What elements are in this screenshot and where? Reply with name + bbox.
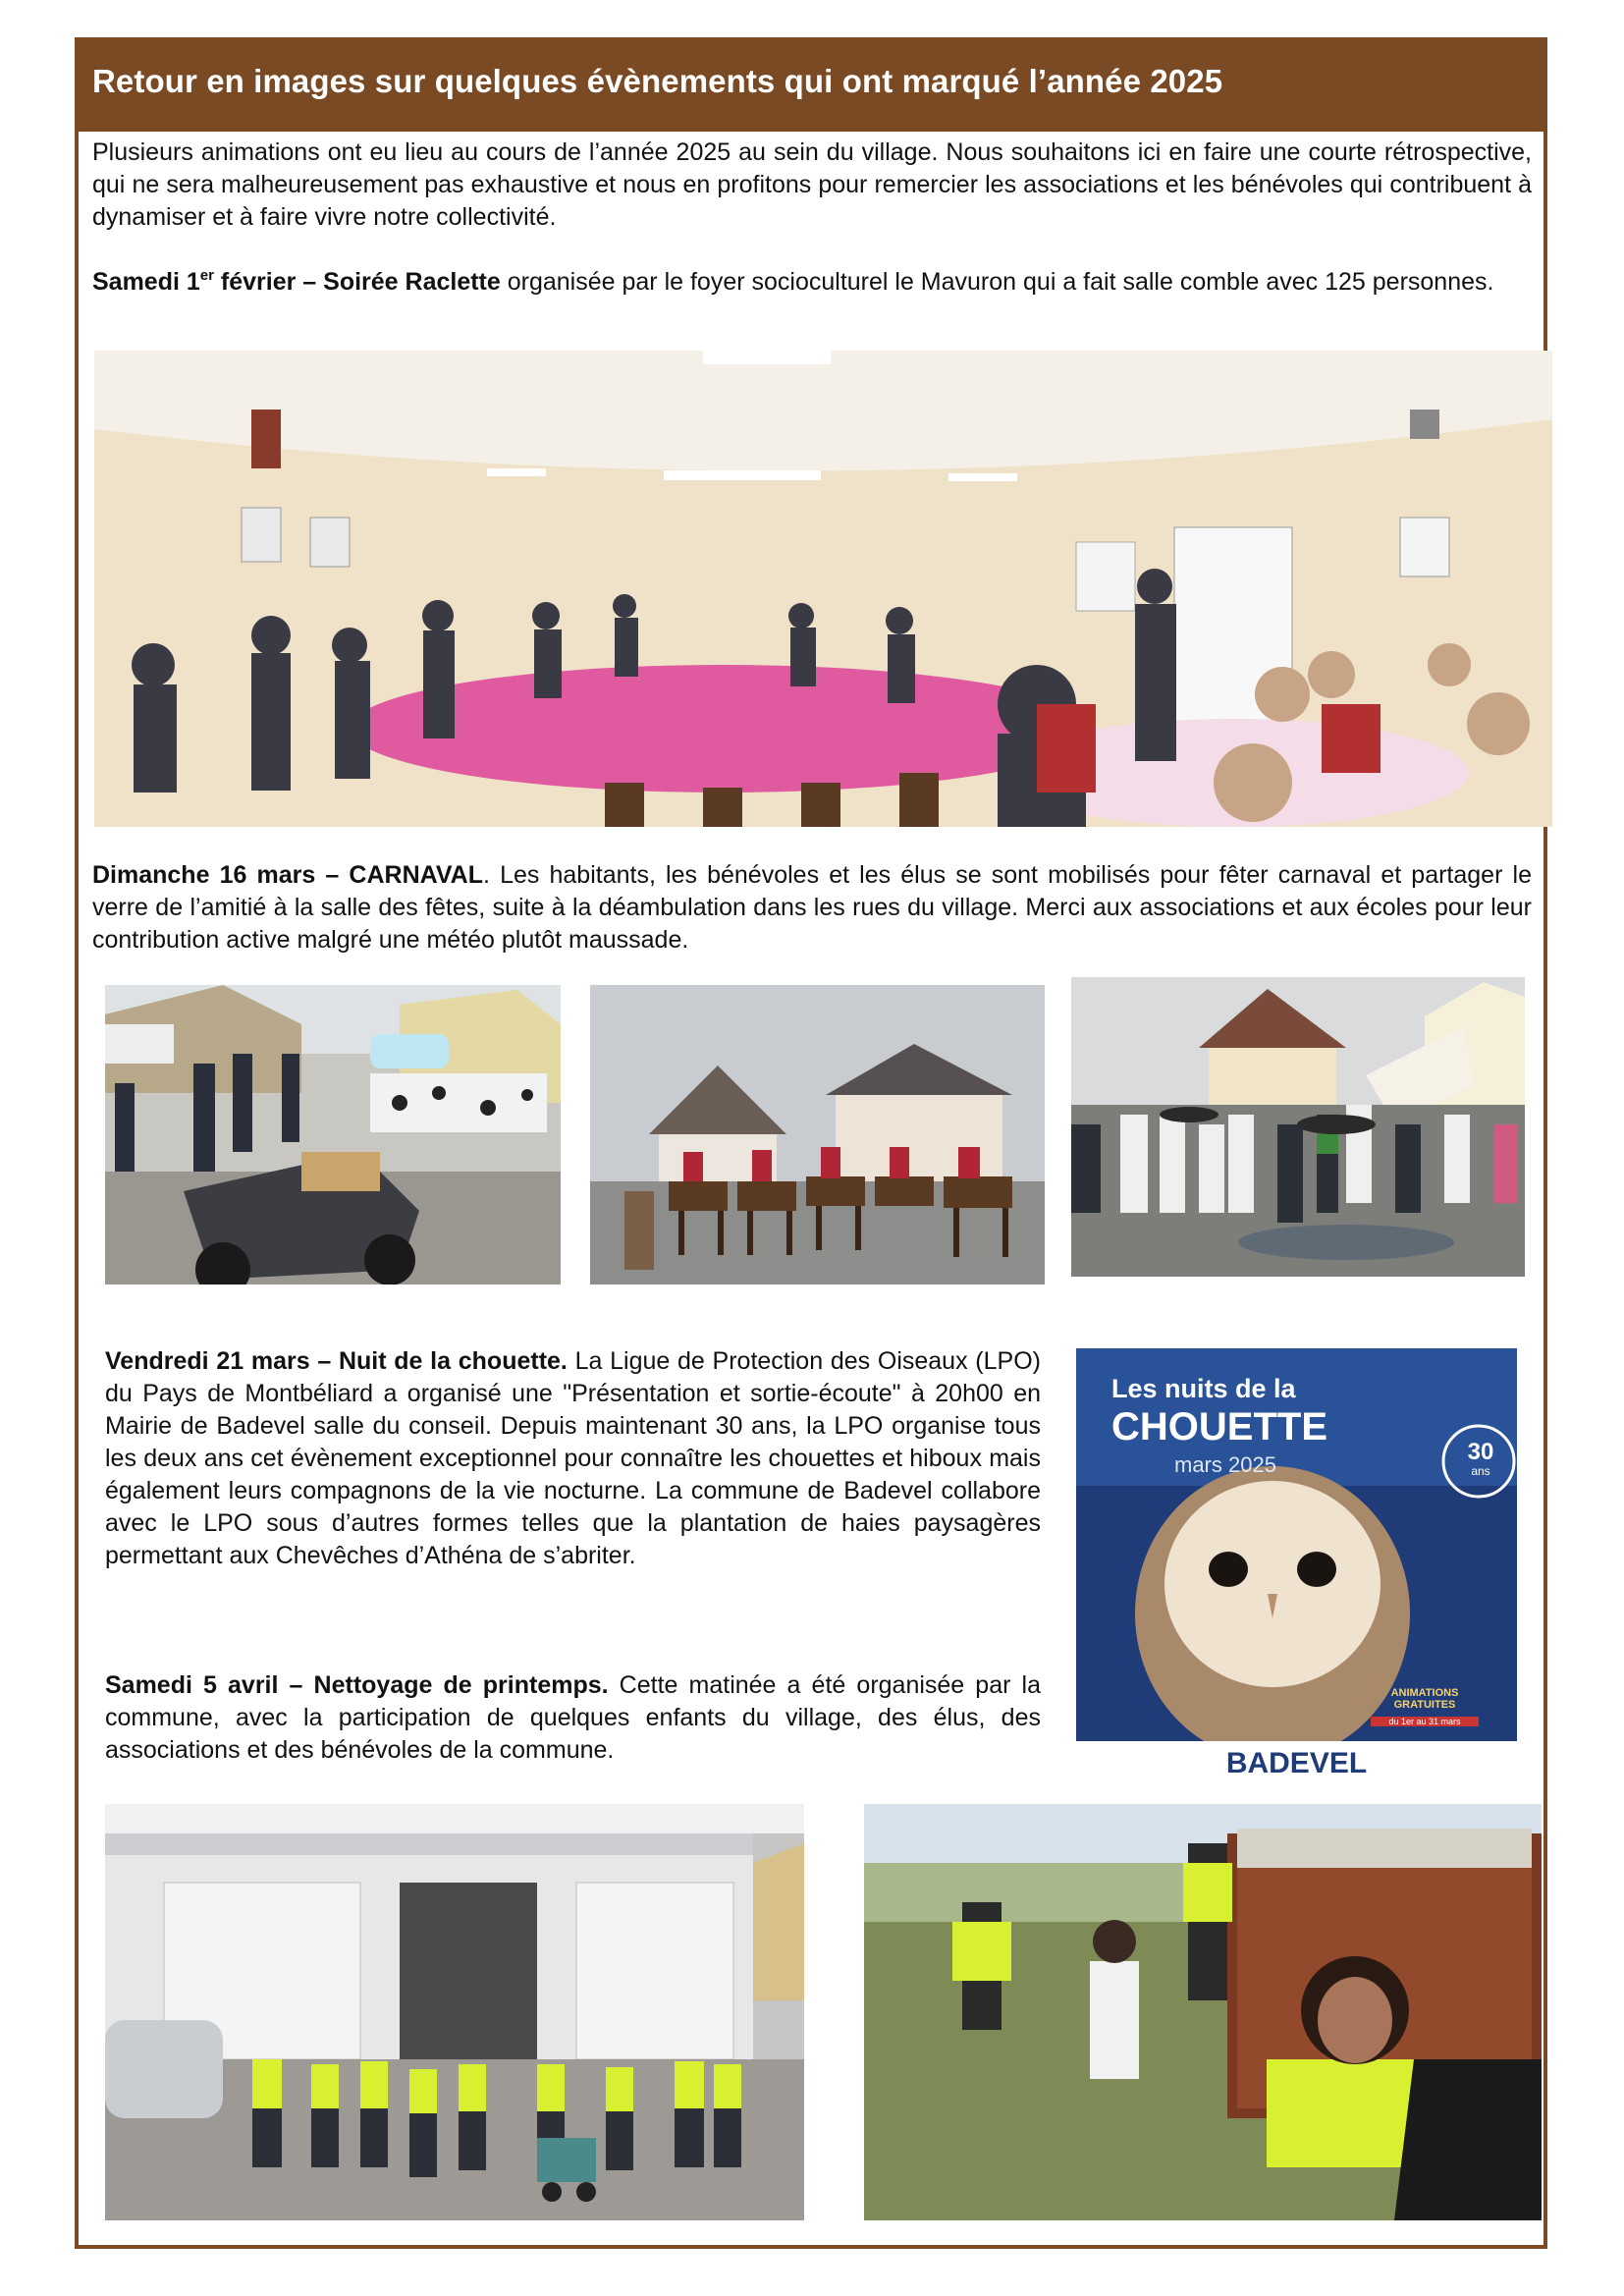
nettoyage-paragraph [105, 1669, 1041, 1767]
poster-badge-unit: ans [1471, 1464, 1490, 1478]
poster-line1: Les nuits de la [1111, 1374, 1296, 1403]
chouette-title: Vendredi 21 mars – Nuit de la chouette. [105, 1347, 568, 1375]
photo-nettoyage-groupe [105, 1804, 804, 2220]
photo-carnaval-chevaux [590, 985, 1045, 1285]
chouette-paragraph [105, 1345, 1041, 1572]
raclette-paragraph [92, 266, 1532, 299]
page-header [75, 37, 1547, 132]
poster-town: BADEVEL [1225, 1747, 1368, 1779]
page-title: Retour en images sur quelques évènements qui ont marqué l’année 2025 [92, 63, 1223, 99]
nettoyage-title: Samedi 5 avril – Nettoyage de printemps. [105, 1671, 609, 1699]
photo-carnaval-tracteur [105, 985, 561, 1285]
photo-soiree-raclette [94, 351, 1552, 827]
raclette-title: Samedi 1er février – Soirée Raclette [92, 267, 501, 296]
intro-paragraph: Plusieurs animations ont eu lieu au cours de l’année 2025 au sein du village. Nous souhaitons ici en faire une courte rétrospective, qui ne sera malheureusement pas exhaustive et nous en profitons pour remercier les associations et les bénévoles qui contribuent à dynamiser et à faire vivre notre collectivité. [92, 138, 1532, 231]
carnaval-title: Dimanche 16 mars – CARNAVAL [92, 861, 483, 889]
poster-badge-number: 30 [1467, 1439, 1494, 1465]
photo-carnaval-defile [1071, 977, 1525, 1277]
poster-animations: ANIMATIONS GRATUITES [1390, 1687, 1459, 1711]
poster-dates: du 1er au 31 mars [1371, 1717, 1479, 1726]
photo-nettoyage-enfants [864, 1804, 1542, 2220]
poster-nuits-chouette [1076, 1348, 1517, 1787]
carnaval-paragraph [92, 859, 1532, 957]
poster-line3: mars 2025 [1174, 1452, 1276, 1477]
chouette-text: La Ligue de Protection des Oiseaux (LPO) du Pays de Montbéliard a organisé une "Présentation et sortie-écoute" à 20h00 en Mairie de Badevel salle du conseil. Depuis maintenant 30 ans, la LPO organise tous les deux ans cet évènement exceptionnel pour connaître les chouettes et hiboux mais également leurs compagnons de la vie nocturne. La commune de Badevel collabore avec le LPO sous d’autres formes telles que la plantation de haies paysagères permettant aux Chevêches d’Athéna de s’abriter. [105, 1347, 1041, 1569]
nettoyage-text: Cette matinée a été organisée par la commune, avec la participation de quelques enfants du village, des élus, des associations et des bénévoles de la commune. [105, 1671, 1041, 1764]
carnaval-text: . Les habitants, les bénévoles et les élus se sont mobilisés pour fêter carnaval et partager le verre de l’amitié à la salle des fêtes, suite à la déambulation dans les rues du village. Merci aux associations et aux écoles pour leur contribution active malgré une météo plutôt maussade. [92, 861, 1532, 954]
raclette-text: organisée par le foyer socioculturel le Mavuron qui a fait salle comble avec 125 personnes. [500, 268, 1494, 296]
poster-line2: CHOUETTE [1111, 1405, 1327, 1449]
